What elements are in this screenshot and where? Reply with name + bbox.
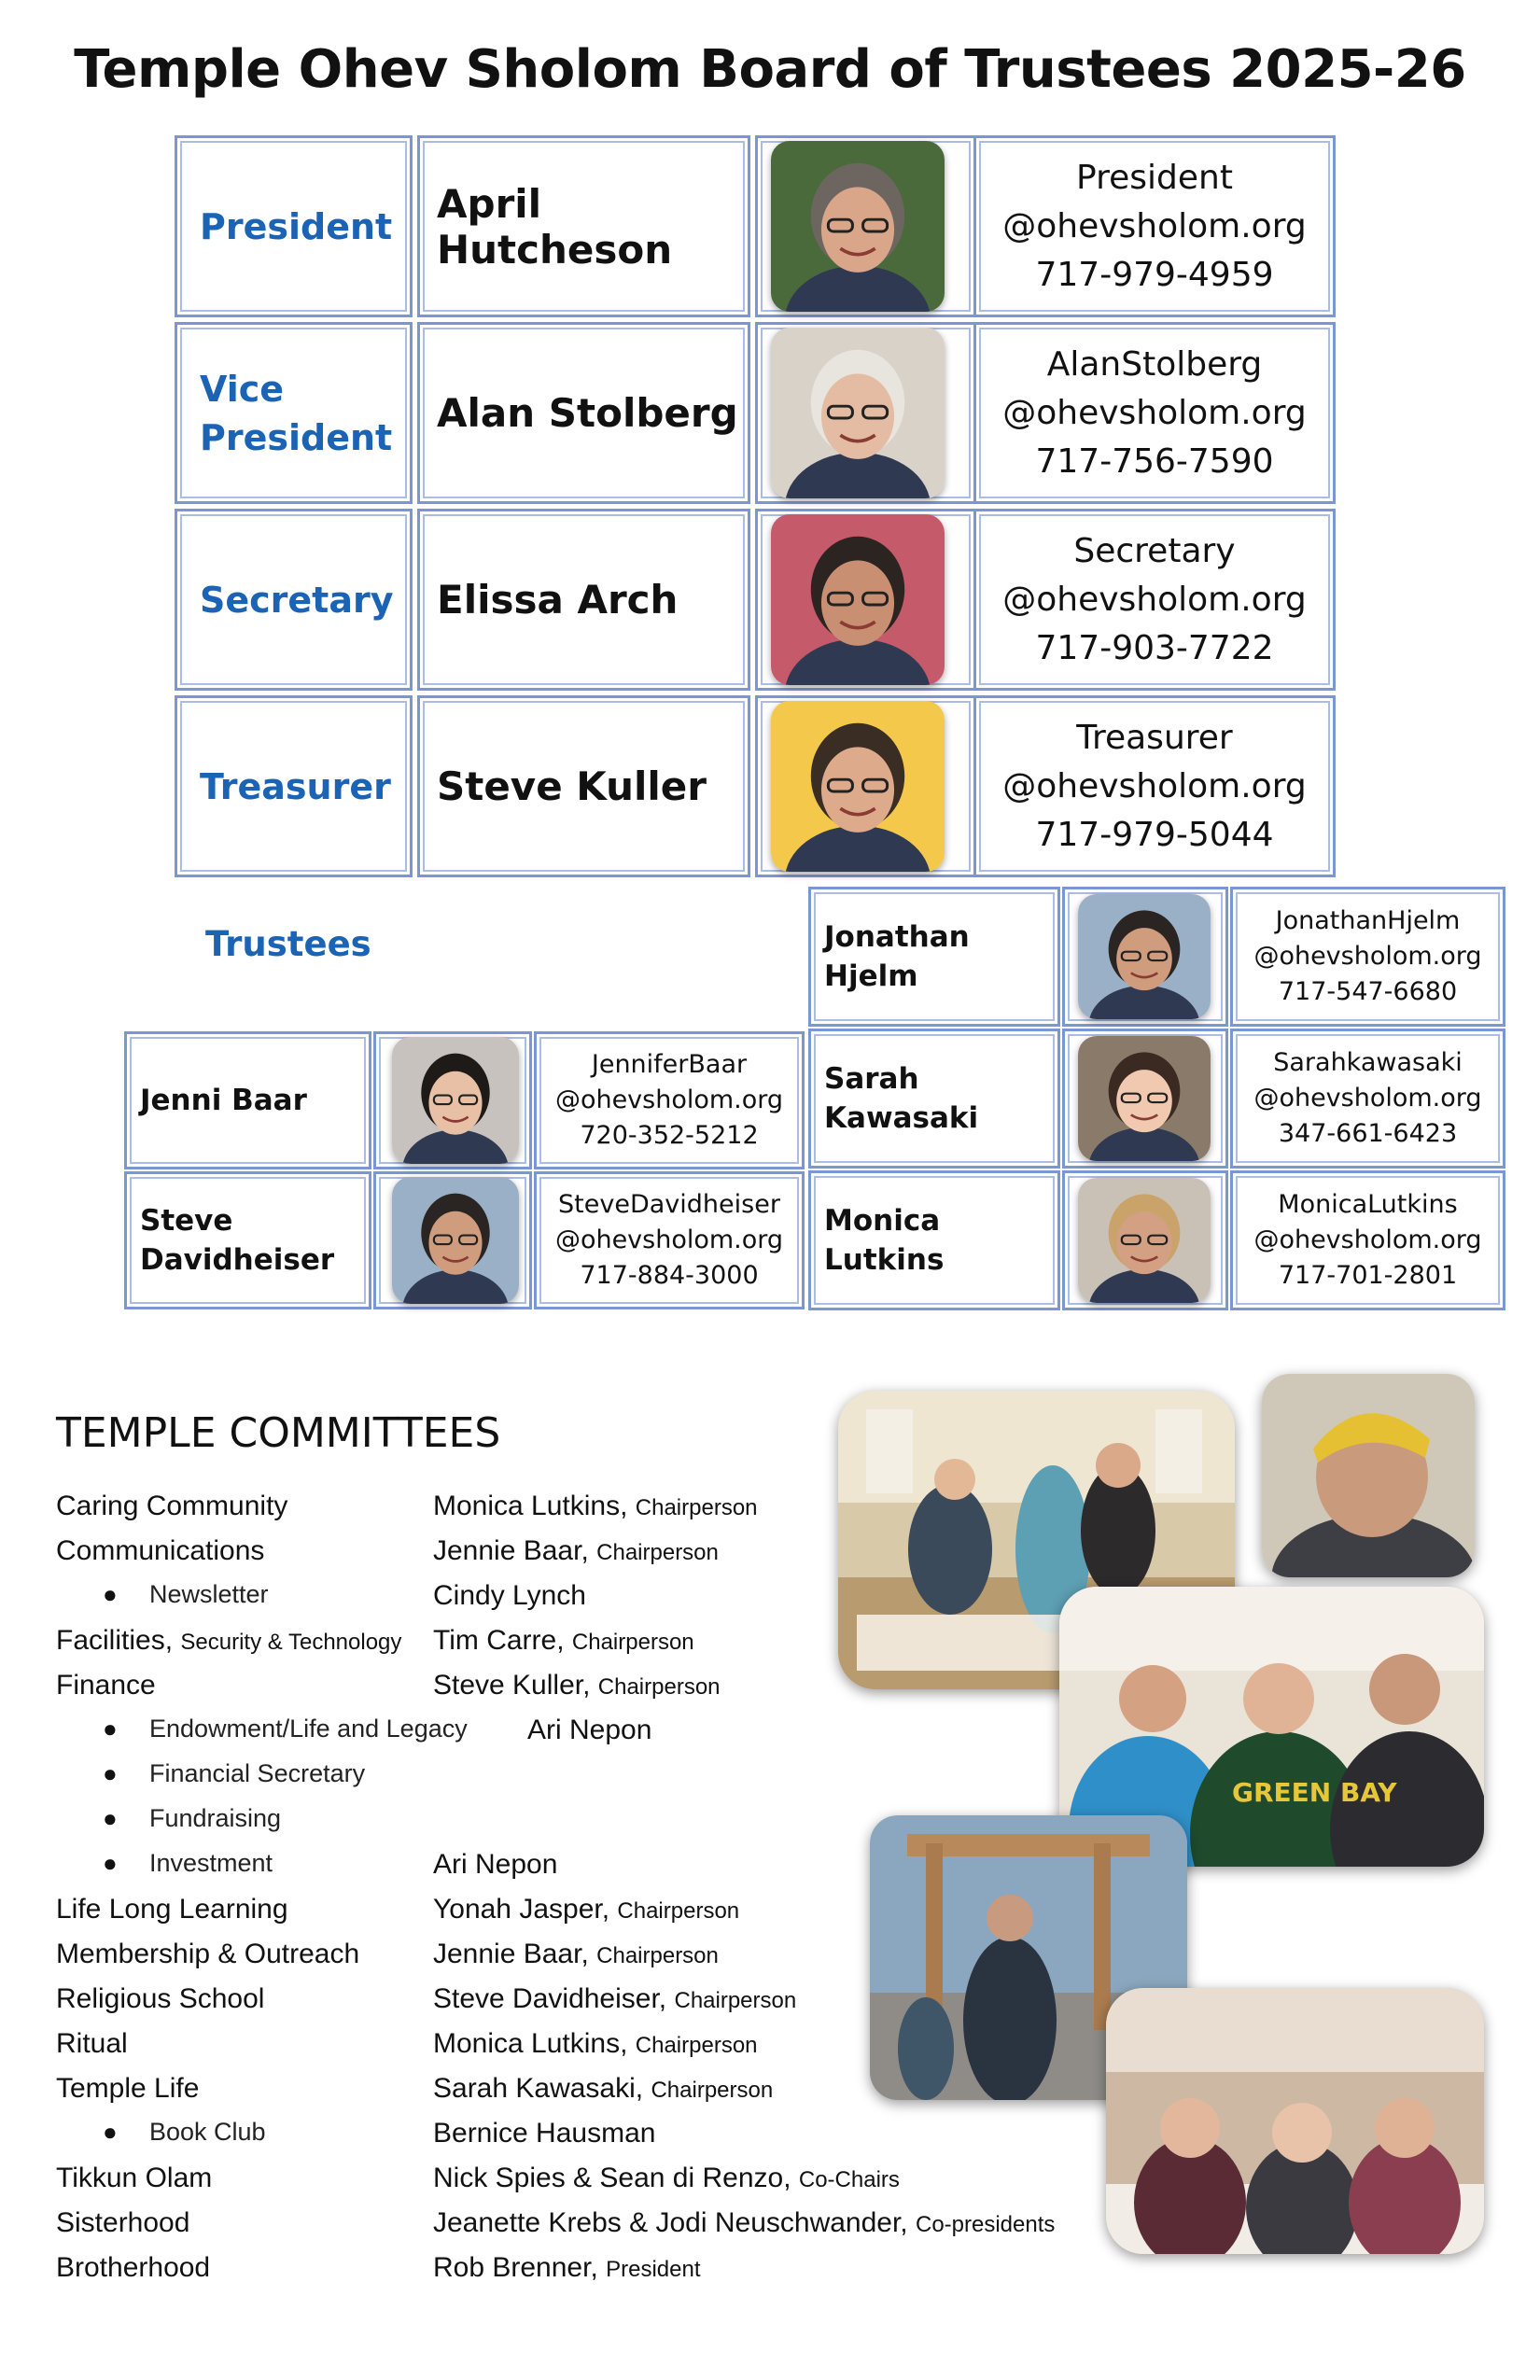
committee-name-text: Facilities, [56,1625,174,1656]
committee-chair [433,1849,557,1881]
committee-chair [433,1983,796,2015]
officer-role [177,576,394,624]
chair-name: Ari Nepon [527,1715,652,1745]
women-dinner-photo [1106,1988,1484,2254]
committee-name [56,1983,264,2015]
committee-name [56,2163,212,2194]
contact-cell [534,1031,805,1169]
person-photo [392,1037,519,1164]
name-line: Monica Lutkins [824,1204,945,1277]
trustee-name [811,1059,1057,1138]
committee-chair [433,2118,655,2149]
name-line: Jonathan Hjelm [824,920,970,993]
chair-name: Monica Lutkins, [433,2028,628,2059]
person-photo [771,701,945,872]
bullet-icon: ● [103,1715,118,1743]
committee-name [56,1894,288,1925]
person-photo [1078,1036,1211,1161]
committee-name-text: Caring Community [56,1491,288,1521]
contact-cell [1230,887,1505,1027]
officer-name: Steve Kuller [437,763,707,809]
phone-number: 717-979-5044 [1035,815,1274,854]
contact-cell [973,695,1336,877]
committee-name [149,2118,266,2147]
chair-name: Jennie Baar, [433,1535,589,1566]
person-photo [771,514,945,685]
trustee-name-cell [808,1170,1060,1310]
chair-name: Yonah Jasper, [433,1894,610,1925]
name-line: Jenni Baar [140,1084,307,1117]
trustee-name [811,917,1057,996]
committee-chair [433,1535,719,1567]
phone-number: 720-352-5212 [580,1121,759,1150]
chair-role: Chairperson [596,1540,719,1565]
committee-name [56,2207,189,2239]
trustee-name [127,1081,307,1120]
contact-cell [973,509,1336,691]
chair-role: Co-Chairs [798,2167,900,2192]
role-line: Vice [200,368,285,410]
man-yellow-cap-photo [1262,1374,1475,1577]
email-domain: @ohevsholom.org [1002,206,1307,245]
contact-cell [1230,1029,1505,1169]
committee-chair [527,1715,651,1746]
email-domain: @ohevsholom.org [554,1085,784,1114]
officer-role [177,763,391,811]
committee-chair [433,1670,721,1701]
committee-chair [433,2028,758,2060]
chair-name: Bernice Hausman [433,2118,656,2149]
person-photo [771,141,945,312]
chair-name: Tim Carre, [433,1625,565,1656]
contact-cell [1230,1170,1505,1310]
chair-role: Chairperson [571,1630,694,1655]
page-title: Temple Ohev Sholom Board of Trustees 2025-26 [74,39,1466,100]
role-line: President [200,205,393,247]
person-photo [392,1177,519,1304]
trustees-label: Trustees [205,924,371,964]
email-domain: @ohevsholom.org [554,1225,784,1254]
committee-name-text: Newsletter [149,1580,269,1608]
role-cell [175,509,413,691]
chair-name: Jeanette Krebs & Jodi Neuschwander, [433,2207,908,2238]
email-user: JenniferBaar [591,1050,748,1079]
trustee-name-cell [808,1029,1060,1169]
trustee-name-cell [124,1171,371,1309]
bullet-icon: ● [103,2118,118,2146]
phone-number: 347-661-6423 [1278,1119,1458,1148]
committee-name-text: Tikkun Olam [56,2163,213,2193]
committee-name-text: Communications [56,1535,265,1566]
committee-chair [433,1580,586,1612]
committee-name-text: Life Long Learning [56,1894,288,1925]
trustee-name-cell [124,1031,371,1169]
chair-name: Monica Lutkins, [433,1491,628,1521]
committee-name [56,1625,401,1657]
name-cell [417,322,750,504]
role-line: President [200,416,393,458]
bullet-icon: ● [103,1804,118,1832]
committee-name-text: Temple Life [56,2073,200,2104]
trustee-name-cell [808,887,1060,1027]
committee-name [56,1491,287,1522]
phone-number: 717-701-2801 [1278,1261,1458,1290]
officer-name: Elissa Arch [437,577,679,623]
name-cell [417,695,750,877]
phone-number: 717-903-7722 [1035,628,1274,667]
person-photo [771,328,945,498]
contact-cell [973,322,1336,504]
committee-name [56,1939,359,1970]
email-user: Sarahkawasaki [1273,1048,1463,1077]
committee-name-text: Ritual [56,2028,128,2059]
email-user: AlanStolberg [1046,344,1263,384]
bullet-icon: ● [103,1580,118,1608]
name-cell [417,135,750,317]
chair-name: Steve Kuller, [433,1670,591,1701]
trustee-name [127,1201,334,1280]
committee-name-text: Investment [149,1849,273,1877]
committee-name [149,1804,281,1833]
email-domain: @ohevsholom.org [1253,1225,1482,1254]
bullet-icon: ● [103,1849,118,1877]
email-user: Secretary [1073,531,1236,570]
email-user: JonathanHjelm [1275,906,1461,935]
chair-role: Chairperson [617,1898,740,1924]
chair-role: Co-presidents [915,2212,1056,2237]
chair-role: Chairperson [635,2033,758,2058]
committee-name [149,1580,269,1609]
person-photo [1078,894,1211,1019]
email-domain: @ohevsholom.org [1253,1084,1482,1113]
committee-name [149,1715,468,1743]
officer-role [177,203,392,251]
person-photo [1078,1178,1211,1303]
email-domain: @ohevsholom.org [1253,942,1482,971]
role-line: Secretary [200,579,394,621]
committee-chair [433,1491,758,1522]
chair-role: Chairperson [597,1674,721,1700]
committees-title: TEMPLE COMMITTEES [56,1409,501,1457]
name-line: Steve [140,1204,233,1238]
email-user: MonicaLutkins [1278,1190,1458,1219]
committee-chair [433,1939,719,1970]
chair-role: Chairperson [635,1495,758,1520]
email-domain: @ohevsholom.org [1002,580,1307,619]
officer-role [177,365,392,462]
committee-name [56,2252,210,2284]
phone-number: 717-756-7590 [1035,441,1274,481]
chair-name: Sarah Kawasaki, [433,2073,644,2104]
chair-name: Ari Nepon [433,1849,558,1880]
phone-number: 717-979-4959 [1035,255,1274,294]
phone-number: 717-884-3000 [580,1261,759,1290]
committee-name [149,1849,273,1878]
chair-role: Chairperson [596,1943,719,1968]
committee-name-text: Finance [56,1670,156,1701]
name-line: Davidheiser [140,1243,335,1277]
committee-name [149,1759,365,1788]
email-user: SteveDavidheiser [558,1190,780,1219]
chair-name: Steve Davidheiser, [433,1983,667,2014]
role-cell [175,695,413,877]
email-user: Treasurer [1076,718,1233,757]
role-cell [175,135,413,317]
chair-name: Jennie Baar, [433,1939,589,1969]
committee-chair [433,2252,701,2284]
role-line: Treasurer [200,765,391,807]
contact-cell [534,1171,805,1309]
committee-name-text: Religious School [56,1983,265,2014]
committee-name-text: Endowment/Life and Legacy [149,1715,468,1743]
committee-name-text: Fundraising [149,1804,282,1832]
bullet-icon: ● [103,1759,118,1787]
email-user: President [1076,158,1233,197]
committee-name [56,1670,156,1701]
svg-text:GREEN BAY: GREEN BAY [1232,1777,1397,1808]
committee-chair [433,1625,694,1657]
name-line: Sarah Kawasaki [824,1062,979,1135]
trustee-name [811,1201,1057,1280]
chair-role: Chairperson [674,1988,797,2013]
committee-name-small: Security & Technology [180,1630,402,1655]
committee-name [56,2073,199,2105]
committee-chair [433,2073,773,2105]
committee-chair [433,1894,739,1925]
chair-role: President [606,2257,701,2282]
committee-name-text: Brotherhood [56,2252,211,2283]
chair-name: Rob Brenner, [433,2252,598,2283]
role-cell [175,322,413,504]
committee-name-text: Financial Secretary [149,1759,366,1787]
chair-name: Cindy Lynch [433,1580,586,1611]
officer-name: Alan Stolberg [437,390,738,436]
committee-chair [433,2207,1055,2239]
chair-role: Chairperson [651,2078,774,2103]
committee-chair [433,2163,900,2194]
officer-name: April Hutcheson [437,180,673,273]
email-domain: @ohevsholom.org [1002,766,1307,805]
phone-number: 717-547-6680 [1278,977,1458,1006]
committee-name [56,2028,128,2060]
committee-name-text: Book Club [149,2118,266,2146]
name-cell [417,509,750,691]
committee-name [56,1535,264,1567]
chair-name: Nick Spies & Sean di Renzo, [433,2163,791,2193]
contact-cell [973,135,1336,317]
committee-name-text: Sisterhood [56,2207,190,2238]
committee-name-text: Membership & Outreach [56,1939,360,1969]
email-domain: @ohevsholom.org [1002,393,1307,432]
